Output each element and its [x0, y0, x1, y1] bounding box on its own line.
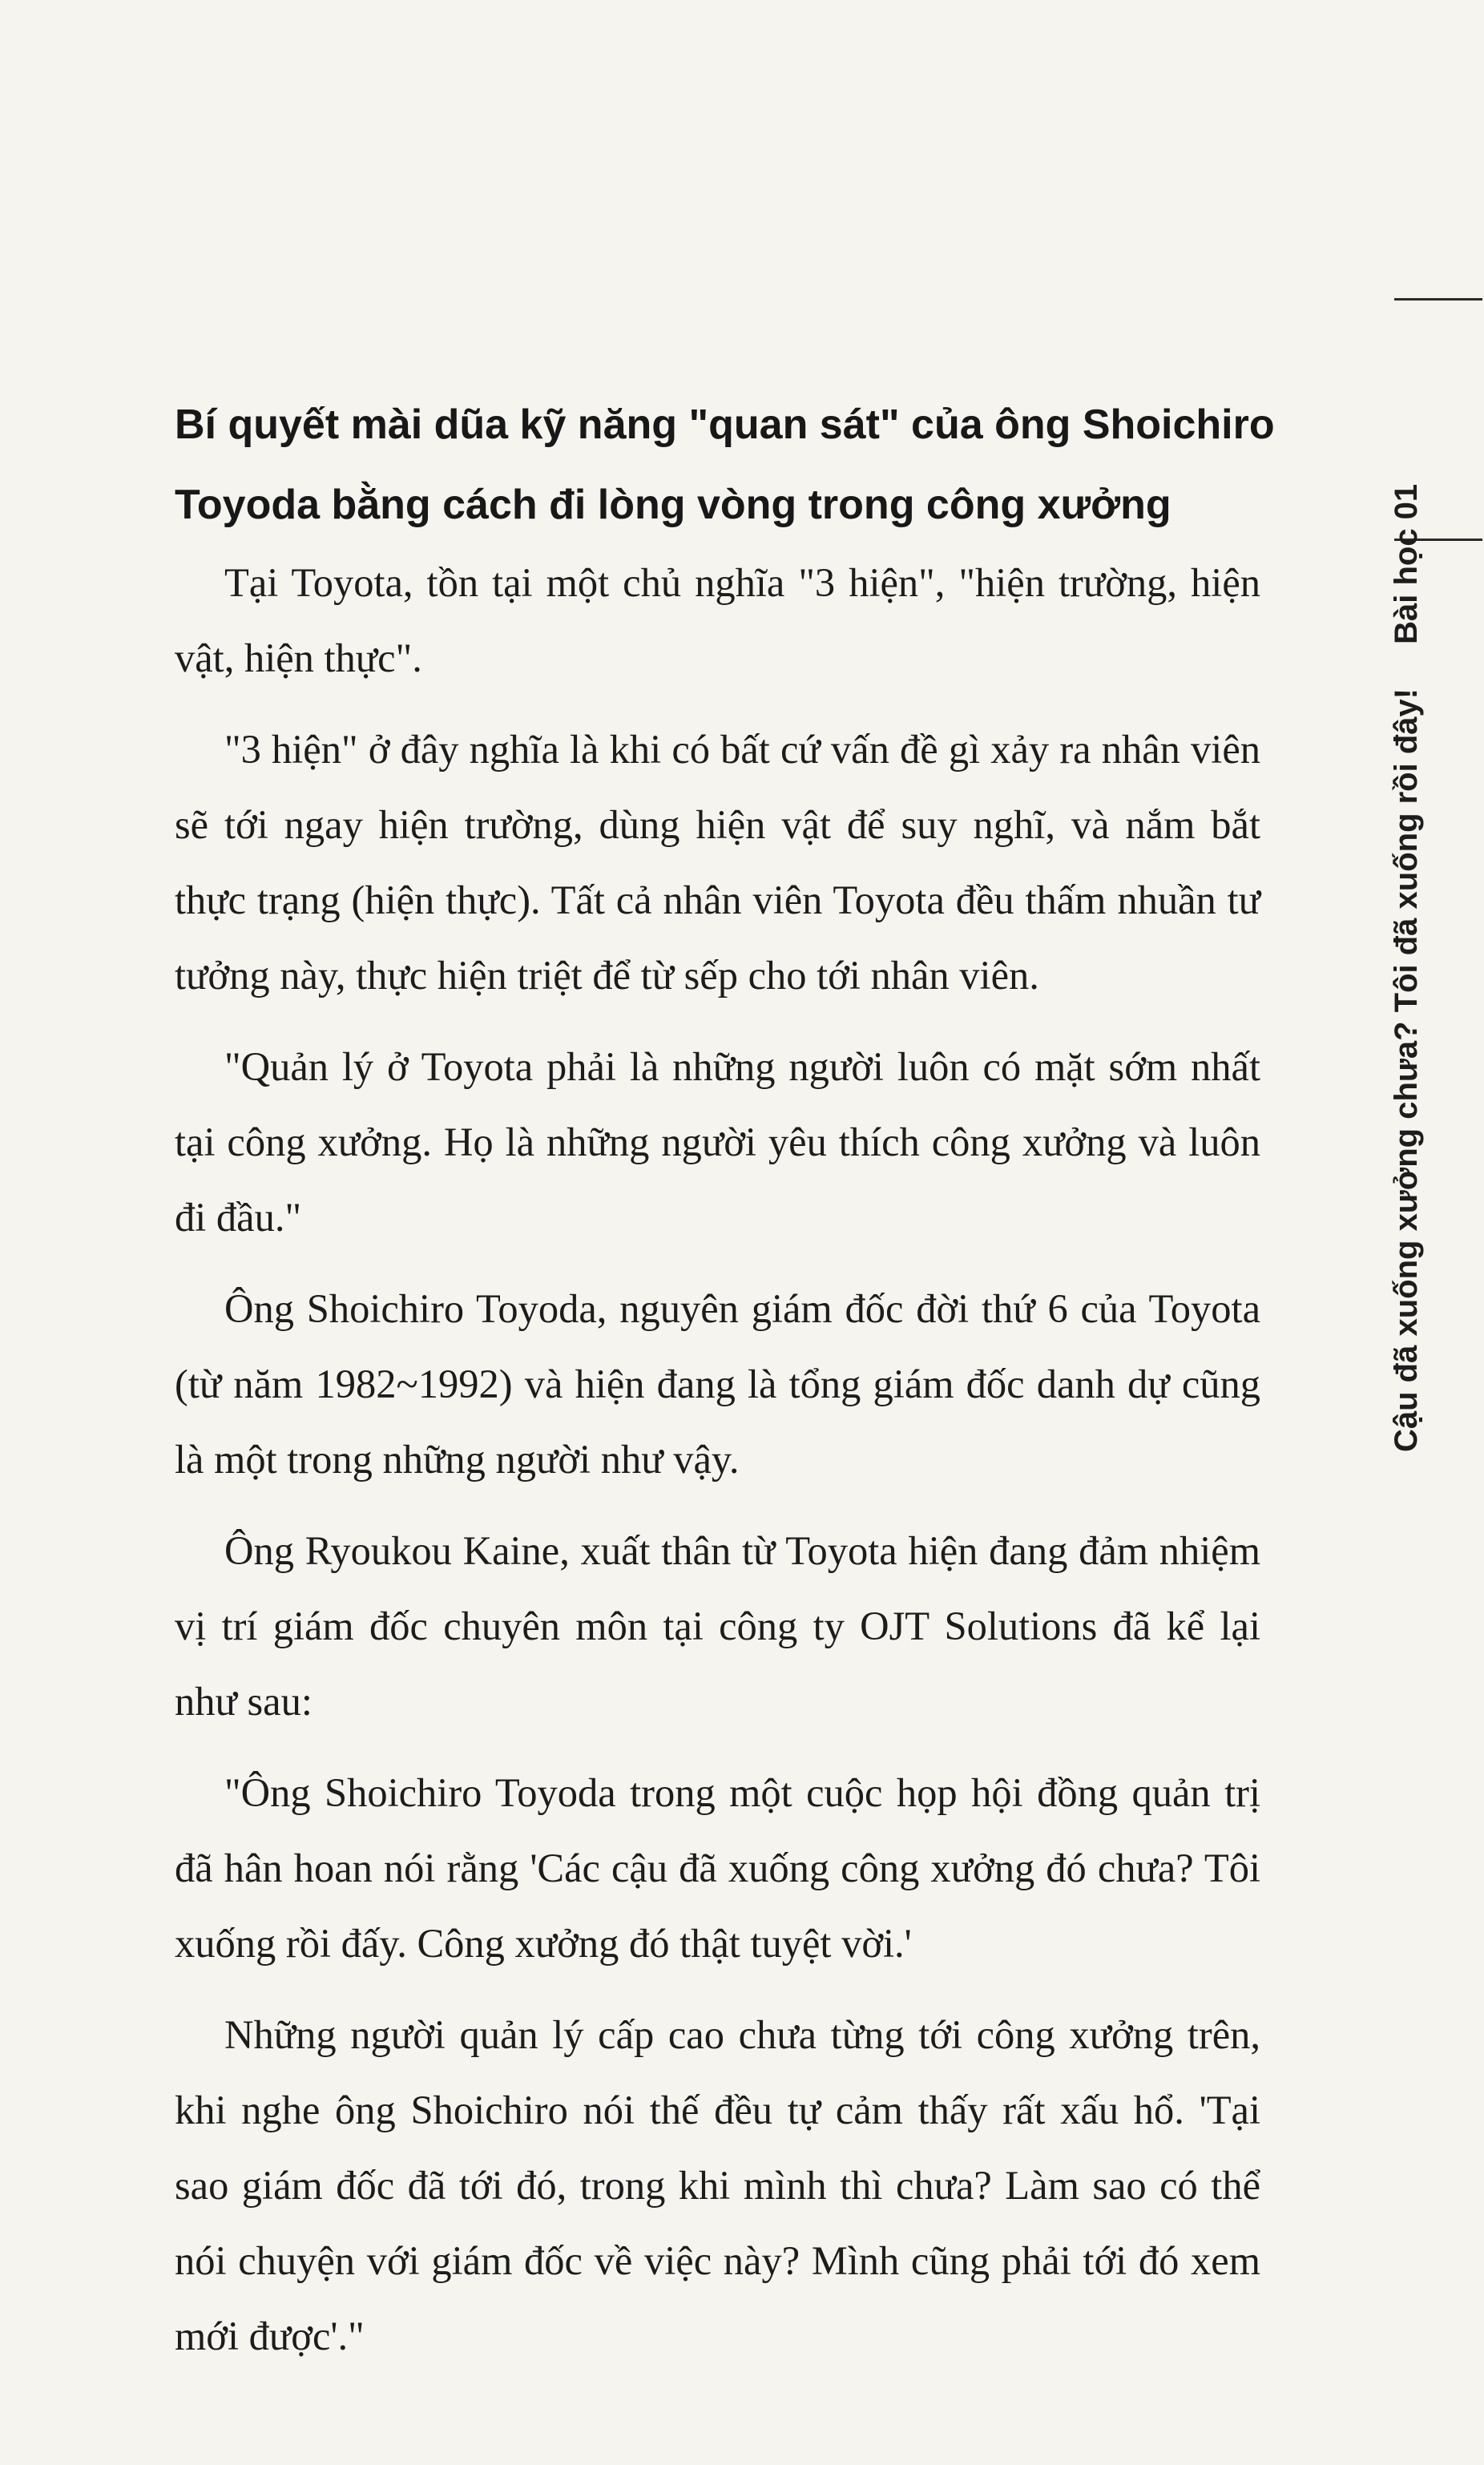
paragraph-3: "Quản lý ở Toyota phải là những người luôn có mặt sớm nhất tại công xưởng. Họ là những người yêu thích công xưởng và luôn đi đầu.": [175, 1044, 1260, 1240]
body-text: [175, 545, 1260, 2390]
paragraph-5: Ông Ryoukou Kaine, xuất thân từ Toyota hiện đang đảm nhiệm vị trí giám đốc chuyên môn tại công ty OJT Solutions đã kể lại như sau:: [175, 1528, 1260, 1724]
side-tab-chapter-title: Cậu đã xuống xưởng chưa? Tôi đã xuống rồi đây!: [1389, 688, 1424, 1452]
side-tab-separator: [1378, 665, 1434, 668]
paragraph-7: Những người quản lý cấp cao chưa từng tới công xưởng trên, khi nghe ông Shoichiro nói thế đều tự cảm thấy rất xấu hổ. 'Tại sao giám đốc đã tới đó, trong khi mình thì chưa? Làm sao có thể nói chuyện với giám đốc về việc này? Mình cũng phải tới đó xem mới được'.": [175, 2012, 1260, 2358]
section-heading-line-1: Bí quyết mài dũa kỹ năng "quan sát" của ông Shoichiro: [175, 401, 1275, 448]
paragraph-4: Ông Shoichiro Toyoda, nguyên giám đốc đời thứ 6 của Toyota (từ năm 1982~1992) và hiện đang là tổng giám đốc danh dự cũng là một trong những người như vậy.: [175, 1286, 1260, 1482]
side-tab-lesson-label: Bài học 01: [1389, 483, 1424, 644]
side-tab-text: [1378, 330, 1434, 1452]
paragraph-6: "Ông Shoichiro Toyoda trong một cuộc họp hội đồng quản trị đã hân hoan nói rằng 'Các cậu đã xuống công xưởng đó chưa? Tôi xuống rồi đấy. Công xưởng đó thật tuyệt vời.': [175, 1770, 1260, 1966]
paragraph-1: Tại Toyota, tồn tại một chủ nghĩa "3 hiện", "hiện trường, hiện vật, hiện thực".: [175, 560, 1260, 680]
side-tab: [1378, 330, 1434, 1452]
section-heading: [175, 385, 1296, 545]
section-heading-line-2: Toyoda bằng cách đi lòng vòng trong công xưởng: [175, 482, 1171, 528]
paragraph-2: "3 hiện" ở đây nghĩa là khi có bất cứ vấn đề gì xảy ra nhân viên sẽ tới ngay hiện trường, dùng hiện vật để suy nghĩ, và nắm bắt thực trạng (hiện thực). Tất cả nhân viên Toyota đều thấm nhuần tư tưởng này, thực hiện triệt để từ sếp cho tới nhân viên.: [175, 727, 1260, 998]
side-tab-top-rule: [1394, 298, 1482, 301]
